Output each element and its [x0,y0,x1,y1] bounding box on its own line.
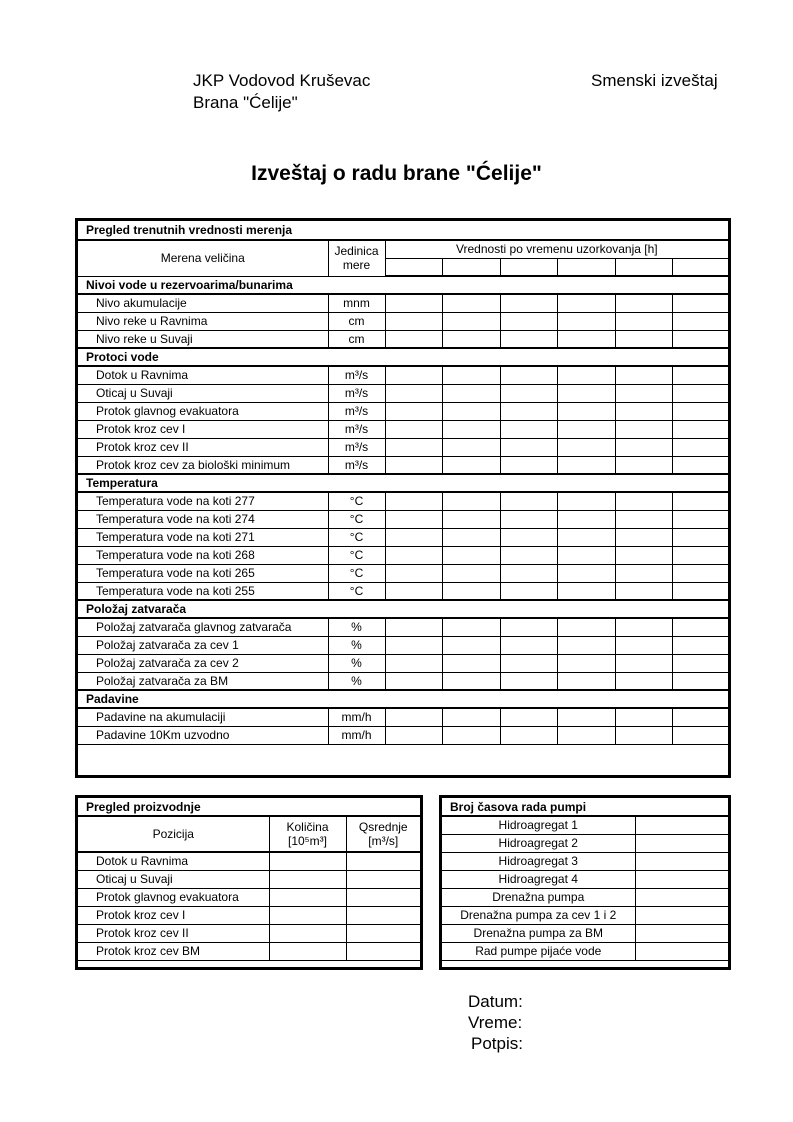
quantity-cell[interactable] [269,942,346,960]
value-cell[interactable] [442,312,500,330]
value-cell[interactable] [385,510,442,528]
hours-cell[interactable] [635,870,728,888]
value-cell[interactable] [672,708,728,726]
value-cell[interactable] [615,564,672,582]
measurement-unit: m³/s [328,366,385,384]
value-cell[interactable] [615,294,672,312]
pumps-title: Broj časova rada pumpi [442,798,728,816]
value-cell[interactable] [442,726,500,744]
value-cell[interactable] [557,384,615,402]
value-cell[interactable] [615,618,672,636]
measurement-unit: °C [328,546,385,564]
pumps-table [439,795,731,970]
value-cell[interactable] [385,636,442,654]
measurement-unit: cm [328,330,385,348]
measurement-label: Nivo akumulacije [78,294,328,312]
pump-row-label: Hidroagregat 1 [442,816,635,834]
value-cell[interactable] [500,294,557,312]
value-cell[interactable] [442,708,500,726]
value-cell[interactable] [442,564,500,582]
value-cell[interactable] [672,726,728,744]
measurement-label: Temperatura vode na koti 271 [78,528,328,546]
average-cell[interactable] [346,906,420,924]
col-quantity-line1: Količina [286,820,329,834]
measurement-label: Položaj zatvarača za cev 1 [78,636,328,654]
site-name: Brana "Ćelije" [193,93,298,112]
measurement-unit: % [328,672,385,690]
value-cell[interactable] [500,456,557,474]
company-name: JKP Vodovod Kruševac [193,71,371,90]
value-cell[interactable] [672,528,728,546]
value-cell[interactable] [672,420,728,438]
value-cell[interactable] [557,654,615,672]
time-label: Vreme: [468,1013,523,1032]
value-cell[interactable] [442,366,500,384]
value-cell[interactable] [615,456,672,474]
value-cell[interactable] [672,312,728,330]
value-cell[interactable] [557,582,615,600]
measurement-unit: m³/s [328,456,385,474]
value-cell[interactable] [442,492,500,510]
value-cell[interactable] [672,672,728,690]
value-cell[interactable] [385,366,442,384]
value-cell[interactable] [385,672,442,690]
value-cell[interactable] [442,636,500,654]
value-cell[interactable] [385,330,442,348]
hours-cell[interactable] [635,906,728,924]
value-cell[interactable] [615,672,672,690]
value-cell[interactable] [500,384,557,402]
value-cell[interactable] [385,708,442,726]
value-cell[interactable] [615,384,672,402]
value-cell[interactable] [442,456,500,474]
measurement-unit: % [328,654,385,672]
measurements-table [75,218,731,778]
quantity-cell[interactable] [269,888,346,906]
value-cell[interactable] [557,564,615,582]
pump-row-label: Hidroagregat 4 [442,870,635,888]
measurement-unit: m³/s [328,420,385,438]
value-cell[interactable] [557,546,615,564]
value-cell[interactable] [385,726,442,744]
value-cell[interactable] [500,510,557,528]
measurement-unit: mm/h [328,708,385,726]
pump-row-label: Hidroagregat 2 [442,834,635,852]
value-cell[interactable] [557,366,615,384]
value-cell[interactable] [615,420,672,438]
col-values-header: Vrednosti po vremenu uzorkovanja [h] [385,240,728,258]
group-header: Protoci vode [78,348,728,366]
quantity-cell[interactable] [269,906,346,924]
production-row-label: Protok glavnog evakuatora [78,888,269,906]
col-unit-line2: mere [342,258,371,273]
value-cell[interactable] [385,456,442,474]
value-cell[interactable] [672,366,728,384]
value-cell[interactable] [500,672,557,690]
value-cell[interactable] [442,402,500,420]
value-cell[interactable] [672,330,728,348]
col-average-header [346,816,420,852]
production-row-label: Protok kroz cev I [78,906,269,924]
value-cell[interactable] [500,438,557,456]
average-cell[interactable] [346,924,420,942]
hours-cell[interactable] [635,924,728,942]
value-cell[interactable] [385,492,442,510]
value-cell[interactable] [500,582,557,600]
col-average-line1: Qsrednje [358,820,408,834]
value-cell[interactable] [557,330,615,348]
value-cell[interactable] [385,384,442,402]
measurement-label: Protok kroz cev II [78,438,328,456]
production-table [75,795,423,970]
measurement-label: Temperatura vode na koti 265 [78,564,328,582]
measurement-label: Dotok u Ravnima [78,366,328,384]
value-cell[interactable] [615,330,672,348]
value-cell[interactable] [500,528,557,546]
measurement-unit: °C [328,510,385,528]
date-label: Datum: [468,992,523,1011]
time-slot-cell[interactable] [500,258,557,276]
value-cell[interactable] [500,564,557,582]
col-quantity-header [269,816,346,852]
value-cell[interactable] [672,294,728,312]
production-row-label: Protok kroz cev BM [78,942,269,960]
pump-row-label: Drenažna pumpa za cev 1 i 2 [442,906,635,924]
value-cell[interactable] [615,492,672,510]
value-cell[interactable] [385,564,442,582]
value-cell[interactable] [615,438,672,456]
time-slot-cell[interactable] [442,258,500,276]
measurement-label: Položaj zatvarača za BM [78,672,328,690]
measurement-label: Protok glavnog evakuatora [78,402,328,420]
signature-label: Potpis: [471,1034,523,1053]
col-unit-line1: Jedinica [334,244,379,259]
value-cell[interactable] [500,420,557,438]
value-cell[interactable] [672,636,728,654]
measurement-label: Položaj zatvarača za cev 2 [78,654,328,672]
production-row-label: Oticaj u Suvaji [78,870,269,888]
value-cell[interactable] [557,510,615,528]
time-slot-cell[interactable] [615,258,672,276]
hours-cell[interactable] [635,942,728,960]
pump-row-label: Rad pumpe pijaće vode [442,942,635,960]
group-header: Položaj zatvarača [78,600,728,618]
measurement-label: Temperatura vode na koti 255 [78,582,328,600]
measurement-unit: °C [328,582,385,600]
quantity-cell[interactable] [269,852,346,870]
value-cell[interactable] [500,546,557,564]
value-cell[interactable] [442,582,500,600]
value-cell[interactable] [557,456,615,474]
value-cell[interactable] [615,726,672,744]
value-cell[interactable] [442,294,500,312]
time-slot-cell[interactable] [557,258,615,276]
value-cell[interactable] [442,420,500,438]
group-header: Temperatura [78,474,728,492]
value-cell[interactable] [500,636,557,654]
average-cell[interactable] [346,942,420,960]
average-cell[interactable] [346,852,420,870]
value-cell[interactable] [672,654,728,672]
value-cell[interactable] [557,438,615,456]
measurement-label: Položaj zatvarača glavnog zatvarača [78,618,328,636]
value-cell[interactable] [557,618,615,636]
production-title: Pregled proizvodnje [78,798,420,816]
value-cell[interactable] [442,654,500,672]
value-cell[interactable] [442,618,500,636]
quantity-cell[interactable] [269,924,346,942]
hours-cell[interactable] [635,816,728,834]
value-cell[interactable] [500,366,557,384]
page-title: Izveštaj o radu brane "Ćelije" [251,162,542,185]
value-cell[interactable] [500,402,557,420]
value-cell[interactable] [557,672,615,690]
value-cell[interactable] [557,420,615,438]
measurement-label: Padavine na akumulaciji [78,708,328,726]
value-cell[interactable] [615,402,672,420]
measurement-label: Protok kroz cev I [78,420,328,438]
value-cell[interactable] [615,546,672,564]
average-cell[interactable] [346,870,420,888]
measurement-unit: °C [328,564,385,582]
value-cell[interactable] [557,402,615,420]
value-cell[interactable] [385,582,442,600]
value-cell[interactable] [442,672,500,690]
value-cell[interactable] [615,510,672,528]
value-cell[interactable] [500,312,557,330]
production-row-label: Protok kroz cev II [78,924,269,942]
value-cell[interactable] [442,528,500,546]
value-cell[interactable] [615,636,672,654]
value-cell[interactable] [500,654,557,672]
value-cell[interactable] [672,438,728,456]
value-cell[interactable] [557,492,615,510]
value-cell[interactable] [500,492,557,510]
value-cell[interactable] [385,438,442,456]
col-average-line2: [m³/s] [368,834,399,848]
measurement-unit: °C [328,492,385,510]
value-cell[interactable] [615,654,672,672]
value-cell[interactable] [500,726,557,744]
value-cell[interactable] [672,510,728,528]
value-cell[interactable] [672,546,728,564]
measurement-label: Temperatura vode na koti 268 [78,546,328,564]
measurement-label: Protok kroz cev za biološki minimum [78,456,328,474]
measurement-unit: m³/s [328,438,385,456]
value-cell[interactable] [385,420,442,438]
pump-row-label: Drenažna pumpa za BM [442,924,635,942]
hours-cell[interactable] [635,834,728,852]
value-cell[interactable] [385,618,442,636]
value-cell[interactable] [385,294,442,312]
measurement-unit: m³/s [328,402,385,420]
measurement-label: Padavine 10Km uzvodno [78,726,328,744]
measurement-unit: °C [328,528,385,546]
value-cell[interactable] [672,384,728,402]
col-position-header: Pozicija [78,816,269,852]
measurement-label: Nivo reke u Ravnima [78,312,328,330]
time-slot-cell[interactable] [385,258,442,276]
value-cell[interactable] [557,636,615,654]
value-cell[interactable] [615,528,672,546]
value-cell[interactable] [442,384,500,402]
value-cell[interactable] [557,528,615,546]
measurement-unit: mm/h [328,726,385,744]
value-cell[interactable] [442,546,500,564]
group-header: Padavine [78,690,728,708]
value-cell[interactable] [385,402,442,420]
pump-row-label: Hidroagregat 3 [442,852,635,870]
value-cell[interactable] [557,294,615,312]
value-cell[interactable] [557,708,615,726]
measurement-unit: % [328,618,385,636]
measurement-unit: cm [328,312,385,330]
measurement-label: Temperatura vode na koti 277 [78,492,328,510]
measurements-title: Pregled trenutnih vrednosti merenja [78,221,728,240]
production-row-label: Dotok u Ravnima [78,852,269,870]
value-cell[interactable] [385,546,442,564]
average-cell[interactable] [346,888,420,906]
quantity-cell[interactable] [269,870,346,888]
measurement-label: Temperatura vode na koti 274 [78,510,328,528]
value-cell[interactable] [500,708,557,726]
value-cell[interactable] [557,726,615,744]
measurement-unit: mnm [328,294,385,312]
value-cell[interactable] [672,402,728,420]
value-cell[interactable] [672,564,728,582]
value-cell[interactable] [442,438,500,456]
report-type: Smenski izveštaj [591,71,718,90]
value-cell[interactable] [385,654,442,672]
measurement-unit: m³/s [328,384,385,402]
value-cell[interactable] [615,708,672,726]
measurement-label: Nivo reke u Suvaji [78,330,328,348]
value-cell[interactable] [385,528,442,546]
value-cell[interactable] [500,618,557,636]
value-cell[interactable] [442,330,500,348]
hours-cell[interactable] [635,852,728,870]
value-cell[interactable] [557,312,615,330]
value-cell[interactable] [385,312,442,330]
measurement-label: Oticaj u Suvaji [78,384,328,402]
time-slot-cell[interactable] [672,258,728,276]
col-quantity-header: Merena veličina [78,240,328,276]
group-header: Nivoi vode u rezervoarima/bunarima [78,276,728,294]
col-quantity-line2: [10⁵m³] [288,834,327,848]
value-cell[interactable] [500,330,557,348]
value-cell[interactable] [615,312,672,330]
value-cell[interactable] [672,618,728,636]
pump-row-label: Drenažna pumpa [442,888,635,906]
measurement-unit: % [328,636,385,654]
value-cell[interactable] [615,582,672,600]
value-cell[interactable] [672,492,728,510]
value-cell[interactable] [672,582,728,600]
hours-cell[interactable] [635,888,728,906]
value-cell[interactable] [672,456,728,474]
col-unit-header [328,240,385,276]
value-cell[interactable] [442,510,500,528]
value-cell[interactable] [615,366,672,384]
